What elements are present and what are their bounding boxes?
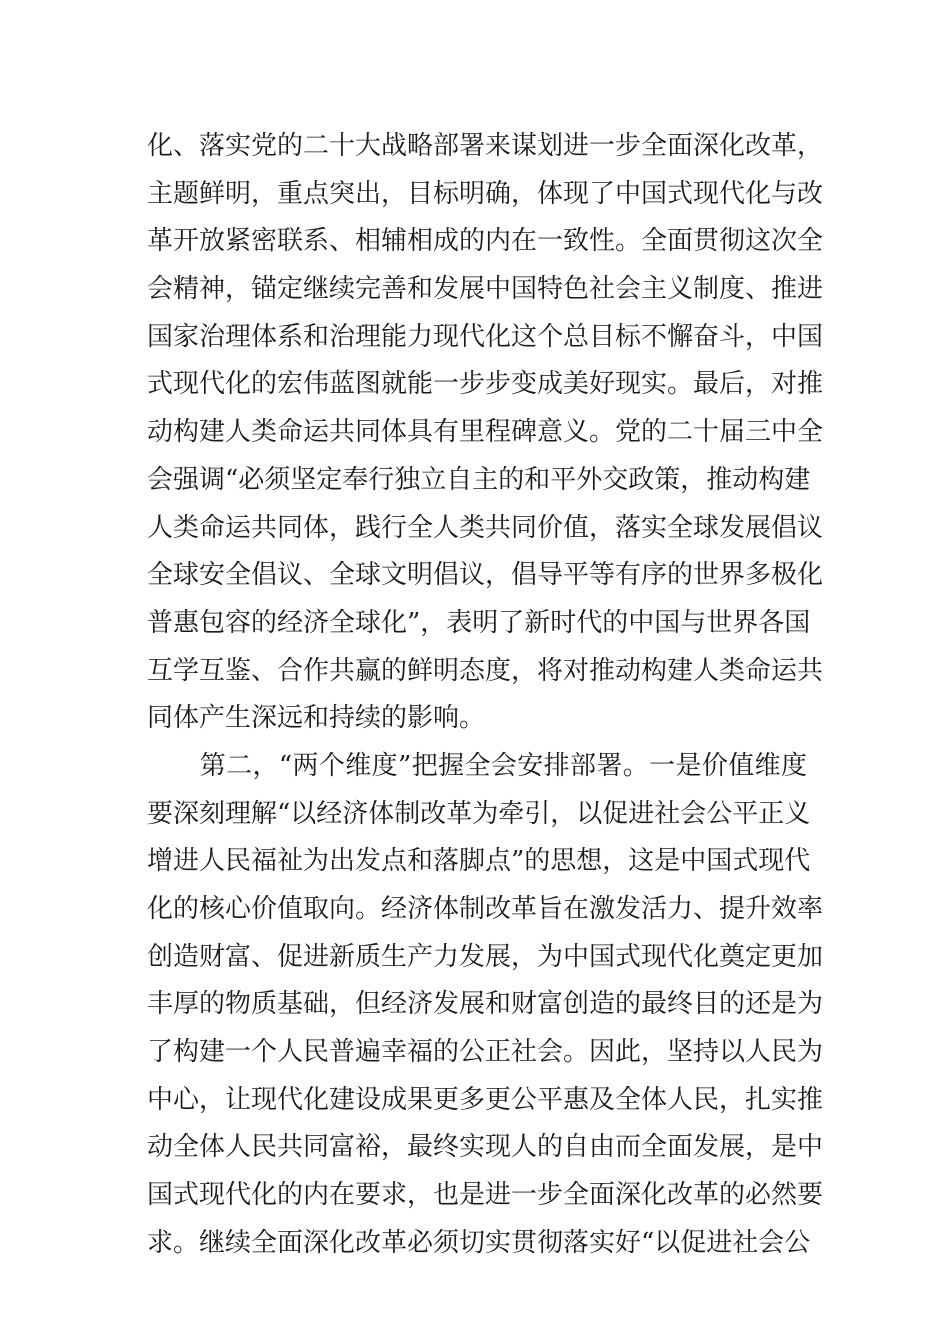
text-line: 了构建一个人民普遍幸福的公正社会。因此，坚持以人民为 (147, 1037, 824, 1068)
text-line: 要深刻理解“以经济体制改革为牵引，以促进社会公平正义 (147, 798, 811, 829)
text-line: 革开放紧密联系、相辅相成的内在一致性。全面贯彻这次全 (147, 226, 824, 257)
text-line: 化、落实党的二十大战略部署来谋划进一步全面深化改革， (147, 131, 824, 161)
text-line: 国式现代化的内在要求，也是进一步全面深化改革的必然要 (147, 1180, 824, 1211)
text-line: 动全体人民共同富裕，最终实现人的自由而全面发展，是中 (147, 1132, 824, 1163)
section-heading-line: 第二，“两个维度”把握全会安排部署。一是价值维度 (147, 750, 807, 781)
text-line: 互学互鉴、合作共赢的鲜明态度，将对推动构建人类命运共 (147, 655, 824, 686)
text-line: 增进人民福祉为出发点和落脚点”的思想，这是中国式现代 (147, 846, 811, 877)
text-line: 国家治理体系和治理能力现代化这个总目标不懈奋斗，中国 (147, 321, 824, 352)
text-line: 中心，让现代化建设成果更多更公平惠及全体人民，扎实推 (147, 1084, 824, 1115)
text-line: 求。继续全面深化改革必须切实贯彻落实好“以促进社会公 (147, 1227, 811, 1258)
text-line: 全球安全倡议、全球文明倡议，倡导平等有序的世界多极化 (147, 560, 824, 591)
text-line: 式现代化的宏伟蓝图就能一步步变成美好现实。最后，对推 (147, 369, 824, 400)
text-line: 普惠包容的经济全球化”，表明了新时代的中国与世界各国 (147, 607, 811, 638)
text-line: 会精神，锚定继续完善和发展中国特色社会主义制度、推进 (147, 274, 824, 305)
text-line: 动构建人类命运共同体具有里程碑意义。党的二十届三中全 (147, 417, 824, 448)
body-text (147, 123, 824, 1268)
text-line: 主题鲜明，重点突出，目标明确，体现了中国式现代化与改 (147, 178, 824, 209)
text-line: 化的核心价值取向。经济体制改革旨在激发活力、提升效率 (147, 894, 824, 924)
text-line: 人类命运共同体，践行全人类共同价值，落实全球发展倡议 (147, 512, 824, 543)
text-line: 丰厚的物质基础，但经济发展和财富创造的最终目的还是为 (147, 989, 824, 1020)
text-line: 创造财富、促进新质生产力发展，为中国式现代化奠定更加 (147, 941, 824, 972)
text-line: 会强调“必须坚定奉行独立自主的和平外交政策，推动构建 (147, 464, 811, 495)
paragraph-end-line: 同体产生深远和持续的影响。 (147, 703, 486, 734)
